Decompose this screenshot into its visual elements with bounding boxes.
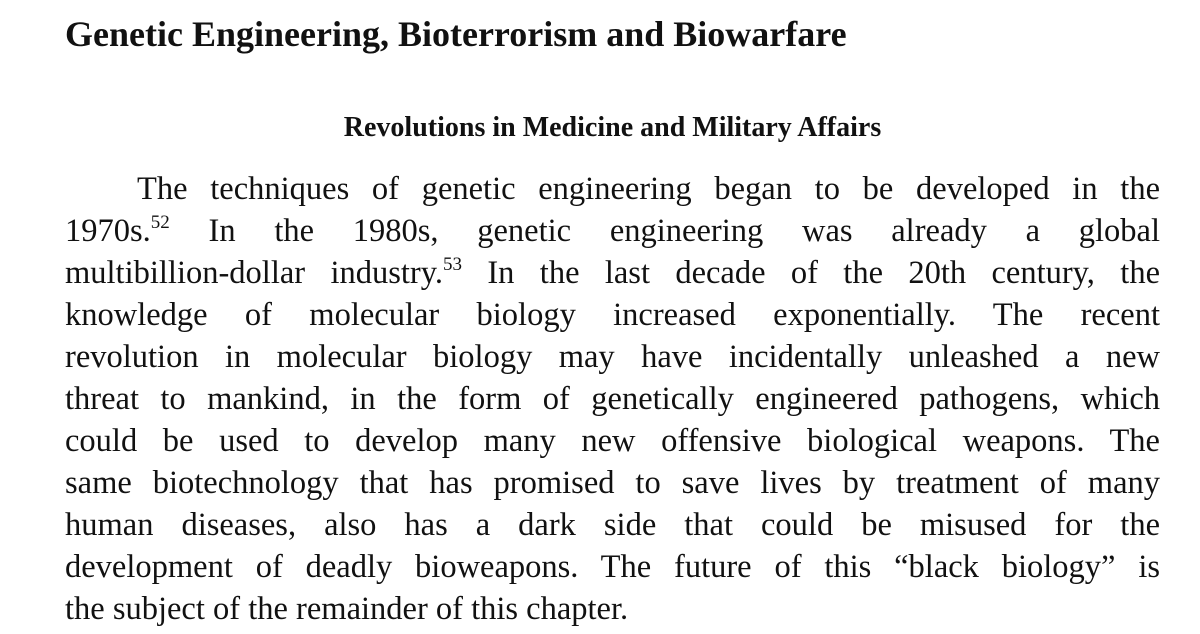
paragraph-line bbox=[65, 378, 1160, 420]
line-text: 1970s. bbox=[65, 213, 151, 249]
paragraph-line bbox=[65, 420, 1160, 462]
line-text: same biotechnology that has promised to save lives by treatment of many bbox=[65, 465, 1160, 501]
paragraph-line bbox=[65, 504, 1160, 546]
line-text: multibillion-dollar industry. bbox=[65, 255, 444, 291]
paragraph-line bbox=[65, 168, 1160, 210]
line-text: the subject of the remainder of this chapter. bbox=[65, 591, 629, 627]
line-text: In the 1980s, genetic engineering was already a global bbox=[169, 213, 1160, 249]
paragraph-line bbox=[65, 462, 1160, 504]
line-text: human diseases, also has a dark side that could be misused for the bbox=[65, 507, 1160, 543]
line-text: The techniques of genetic engineering began to be developed in the bbox=[137, 171, 1160, 207]
line-text: threat to mankind, in the form of genetically engineered pathogens, which bbox=[65, 381, 1160, 417]
paragraph-line bbox=[65, 294, 1160, 336]
paragraph-line bbox=[65, 210, 1160, 252]
paragraph-line bbox=[65, 252, 1160, 294]
paragraph-line bbox=[65, 588, 1160, 630]
footnote-marker: 52 bbox=[150, 212, 170, 233]
footnote-marker: 53 bbox=[443, 254, 463, 275]
line-text: knowledge of molecular biology increased exponentially. The recent bbox=[65, 297, 1160, 333]
section-heading: Revolutions in Medicine and Military Affairs bbox=[343, 112, 882, 143]
paragraph-line bbox=[65, 546, 1160, 588]
line-text: In the last decade of the 20th century, the bbox=[462, 255, 1160, 291]
paragraph-line bbox=[65, 336, 1160, 378]
line-text: revolution in molecular biology may have incidentally unleashed a new bbox=[65, 339, 1160, 375]
line-text: development of deadly bioweapons. The future of this “black biology” is bbox=[65, 549, 1160, 585]
line-text: could be used to develop many new offensive biological weapons. The bbox=[65, 423, 1160, 459]
chapter-title: Genetic Engineering, Bioterrorism and Biowarfare bbox=[65, 14, 847, 54]
body-paragraph bbox=[65, 168, 1160, 630]
